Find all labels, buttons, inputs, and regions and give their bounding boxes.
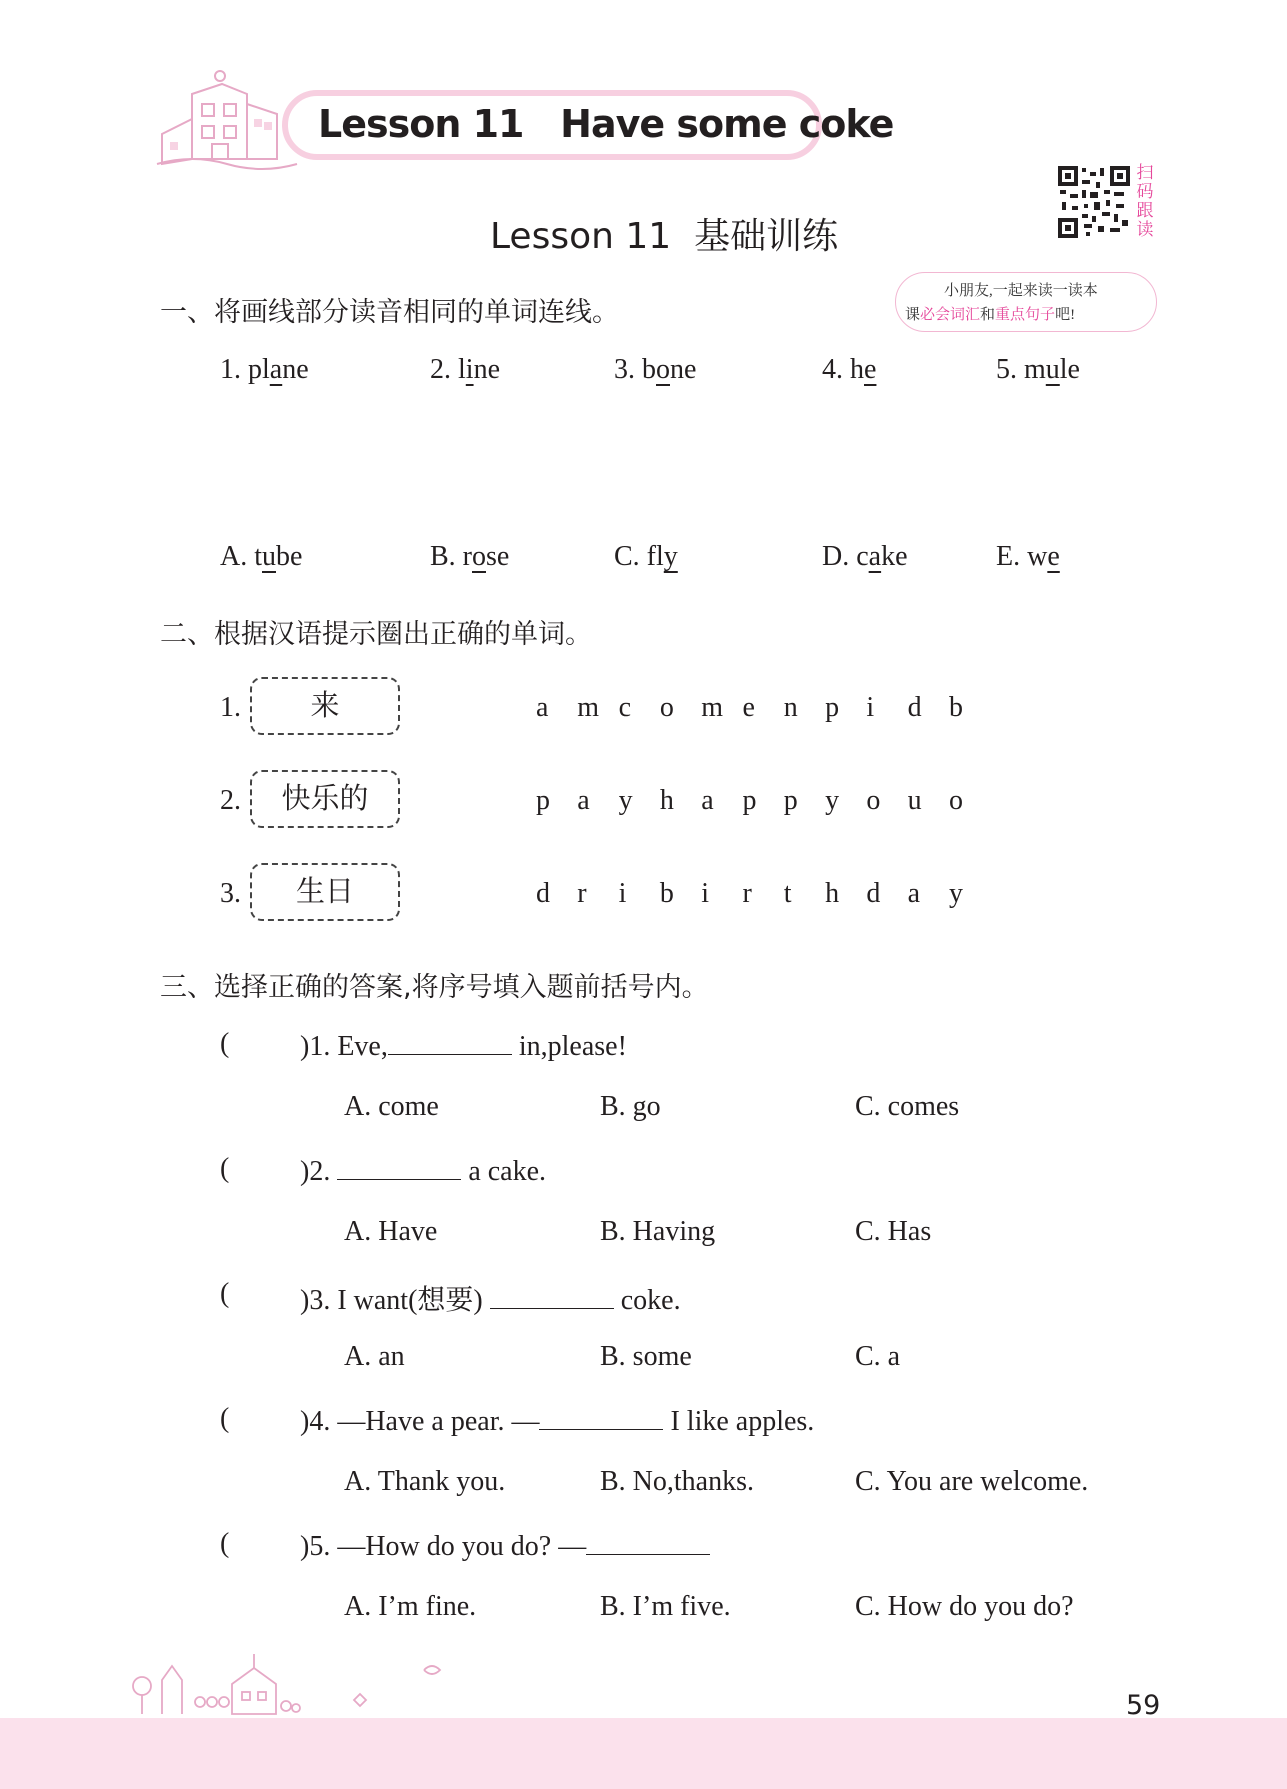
answer-blank[interactable] [539, 1403, 663, 1430]
hint-box: 来 [250, 677, 400, 735]
item-number: 2. [220, 785, 241, 816]
answer-paren-open: ( [220, 1403, 230, 1434]
qr-code[interactable] [1058, 166, 1130, 238]
question-4: )4. —Have a pear. — I like apples. [300, 1403, 814, 1438]
section3-title: 三、选择正确的答案,将序号填入题前括号内。 [160, 972, 709, 1003]
letter-row[interactable]: d r i b i r t h d a y [536, 878, 963, 909]
question-1: )1. Eve, in,please! [300, 1028, 627, 1063]
question-2: )2. a cake. [300, 1153, 546, 1188]
letter-row[interactable]: a m c o m e n p i d b [536, 692, 963, 723]
banner-title: Lesson 11 Have some coke [318, 102, 894, 146]
building-illustration [152, 64, 302, 174]
footer-band [0, 1718, 1287, 1789]
answer-paren-open: ( [220, 1528, 230, 1559]
option-b[interactable]: B. go [600, 1091, 661, 1122]
option-a[interactable]: A. Have [344, 1216, 438, 1247]
word-top-3: 3. bone [614, 354, 697, 385]
letter-row[interactable]: p a y h a p p y o u o [536, 785, 963, 816]
word-bottom-d: D. cake [822, 541, 908, 572]
word-top-1: 1. plane [220, 354, 309, 385]
option-c[interactable]: C. comes [855, 1091, 960, 1122]
reading-tip-line2: 课必会词汇和重点句子吧! [905, 307, 1076, 323]
qr-scan-label: 扫码跟读 [1136, 163, 1154, 240]
page-title: Lesson 11 基础训练 [490, 216, 839, 257]
hint-box: 生日 [250, 863, 400, 921]
option-b[interactable]: B. No,thanks. [600, 1466, 754, 1497]
word-bottom-c: C. fly [614, 541, 678, 572]
option-c[interactable]: C. Has [855, 1216, 932, 1247]
question-3: )3. I want(想要) coke. [300, 1278, 681, 1318]
reading-tip-line1: 小朋友,一起来读一读本 [944, 283, 1098, 299]
answer-blank[interactable] [337, 1153, 461, 1180]
option-b[interactable]: B. I’m five. [600, 1591, 731, 1622]
option-c[interactable]: C. How do you do? [855, 1591, 1074, 1622]
answer-paren-open: ( [220, 1278, 230, 1309]
answer-paren-open: ( [220, 1028, 230, 1059]
answer-blank[interactable] [388, 1028, 512, 1055]
question-5: )5. —How do you do? — [300, 1528, 710, 1563]
section1-title: 一、将画线部分读音相同的单词连线。 [160, 297, 619, 328]
option-a[interactable]: A. come [344, 1091, 439, 1122]
answer-blank[interactable] [490, 1282, 614, 1309]
word-top-5: 5. mule [996, 354, 1080, 385]
answer-paren-open: ( [220, 1153, 230, 1184]
town-illustration [124, 1648, 484, 1718]
option-a[interactable]: A. an [344, 1341, 405, 1372]
item-number: 3. [220, 878, 241, 909]
word-bottom-e: E. we [996, 541, 1060, 572]
option-a[interactable]: A. I’m fine. [344, 1591, 477, 1622]
option-c[interactable]: C. You are welcome. [855, 1466, 1089, 1497]
option-b[interactable]: B. some [600, 1341, 692, 1372]
page-number: 59 [1126, 1690, 1161, 1721]
word-bottom-b: B. rose [430, 541, 510, 572]
option-c[interactable]: C. a [855, 1341, 901, 1372]
word-bottom-a: A. tube [220, 541, 303, 572]
option-b[interactable]: B. Having [600, 1216, 716, 1247]
hint-box: 快乐的 [250, 770, 400, 828]
answer-blank[interactable] [586, 1528, 710, 1555]
option-a[interactable]: A. Thank you. [344, 1466, 506, 1497]
section2-title: 二、根据汉语提示圈出正确的单词。 [160, 619, 592, 650]
word-top-2: 2. line [430, 354, 500, 385]
word-top-4: 4. he [822, 354, 877, 385]
item-number: 1. [220, 692, 241, 723]
